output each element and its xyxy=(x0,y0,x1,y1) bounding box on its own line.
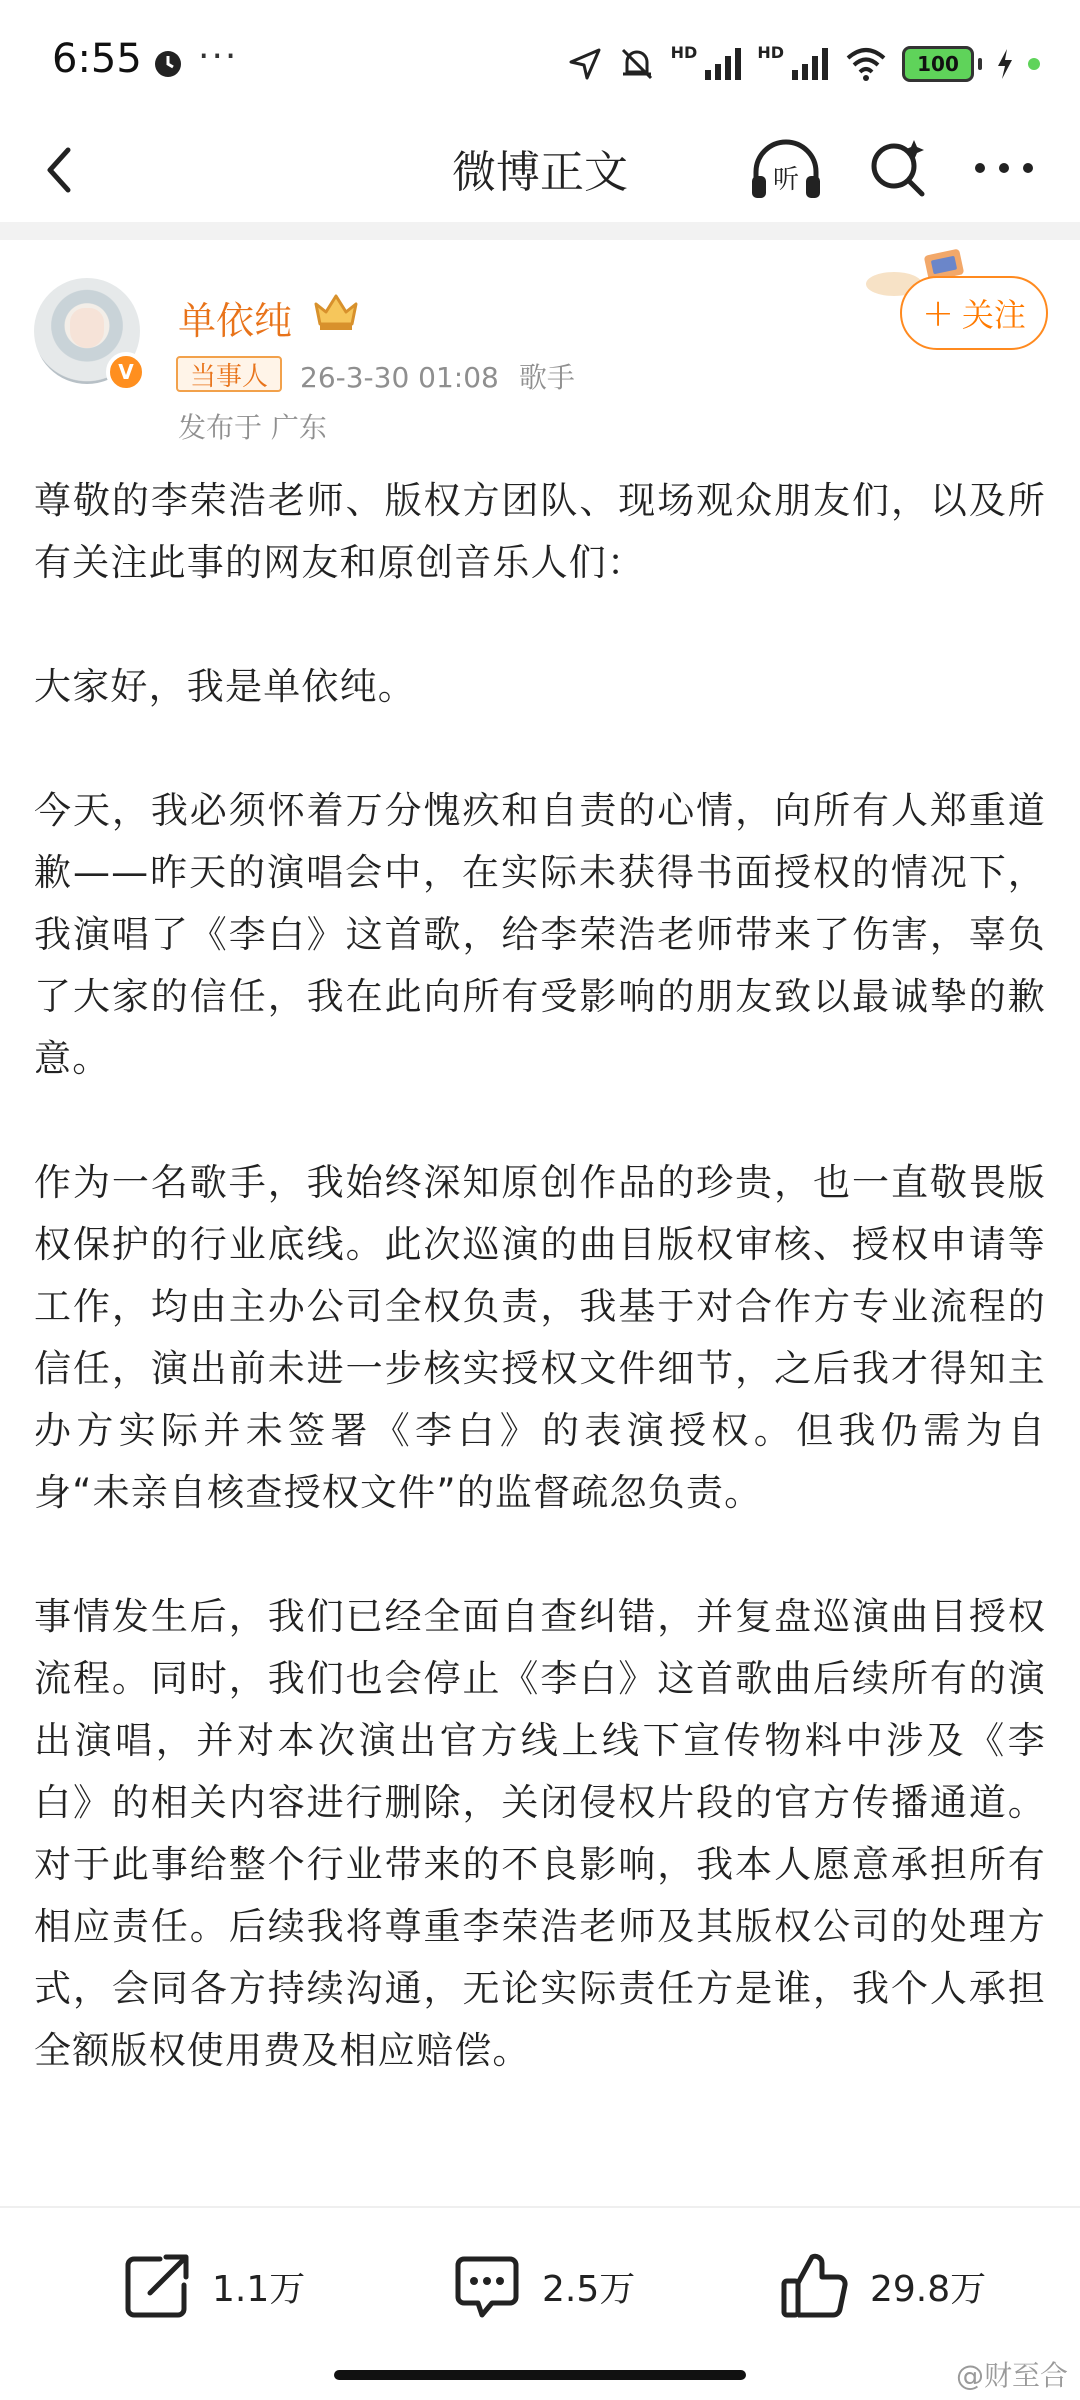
battery-level: 100 xyxy=(917,52,959,76)
comment-icon xyxy=(450,2249,524,2323)
avatar-face xyxy=(70,308,104,348)
post-meta xyxy=(300,356,575,396)
battery-tip xyxy=(978,58,982,70)
hd-label-1: HD xyxy=(670,42,698,62)
location-icon xyxy=(567,46,603,82)
post-paragraph: 尊敬的李荣浩老师、版权方团队、现场观众朋友们，以及所有关注此事的网友和原创音乐人们： xyxy=(34,479,1046,584)
author-role: 歌手 xyxy=(518,361,575,394)
signal-icon-2 xyxy=(790,46,830,82)
signal-icon-1 xyxy=(703,46,743,82)
header-divider xyxy=(0,222,1080,240)
mute-bell-icon xyxy=(617,44,657,84)
post-paragraph: 事情发生后，我们已经全面自查纠错，并复盘巡演曲目授权流程。同时，我们也会停止《李白》这首歌曲后续所有的演出演唱，并对本次演出官方线上线下宣传物料中涉及《李白》的相关内容进行删除，关闭侵权片段的官方传播通道。对于此事给整个行业带来的不良影响，我本人愿意承担所有相应责任。后续我将尊重李荣浩老师及其版权公司的处理方式，会同各方持续沟通，无论实际责任方是谁，我个人承担全额版权使用费及相应赔偿。 xyxy=(34,1595,1046,2072)
status-icons xyxy=(567,40,1040,88)
listen-icon[interactable] xyxy=(748,136,824,204)
like-button[interactable] xyxy=(778,2248,986,2324)
follow-label: 关注 xyxy=(961,296,1026,334)
crown-icon xyxy=(310,290,362,334)
post-body xyxy=(34,470,1046,2144)
post-paragraph: 今天，我必须怀着万分愧疚和自责的心情，向所有人郑重道歉——昨天的演唱会中，在实际未获得书面授权的情况下，我演唱了《李白》这首歌，给李荣浩老师带来了伤害，辜负了大家的信任，我在此向所有受影响的朋友致以最诚挚的歉意。 xyxy=(34,789,1046,1080)
wifi-icon xyxy=(844,46,888,82)
follow-plus-icon: + xyxy=(922,291,954,335)
share-count: 1.1万 xyxy=(212,2268,306,2310)
comment-button[interactable] xyxy=(450,2248,635,2324)
hd-label-2: HD xyxy=(757,42,784,62)
party-tag-badge: 当事人 xyxy=(176,356,282,392)
charging-dot xyxy=(1028,58,1040,70)
status-more-dots: ··· xyxy=(198,36,239,77)
watermark: @财至合 xyxy=(955,2359,1068,2392)
follow-button[interactable] xyxy=(900,276,1048,350)
post-time: 26-3-30 01:08 xyxy=(300,361,499,394)
share-button[interactable] xyxy=(120,2248,305,2324)
status-time: 6:55 xyxy=(52,36,142,82)
like-count: 29.8万 xyxy=(870,2268,987,2310)
verified-badge xyxy=(106,352,146,392)
post-paragraph: 作为一名歌手，我始终深知原创作品的珍贵，也一直敬畏版权保护的行业底线。此次巡演的曲目版权审核、授权申请等工作，均由主办公司全权负责，我基于对合作方专业流程的信任，演出前未进一步核实授权文件细节，之后我才得知主办方实际并未签署《李白》的表演授权。但我仍需为自身“未亲自核查授权文件”的监督疏忽负责。 xyxy=(34,1161,1046,1514)
nav-bar xyxy=(0,120,1080,220)
verified-mark: V xyxy=(118,360,134,384)
comment-count: 2.5万 xyxy=(542,2268,636,2310)
author-name[interactable]: 单依纯 xyxy=(178,299,293,343)
more-options-icon[interactable] xyxy=(972,156,1036,180)
thumbs-up-icon xyxy=(778,2249,852,2323)
post-location: 发布于 广东 xyxy=(178,411,327,444)
svg-text:听: 听 xyxy=(772,165,800,195)
clock-icon xyxy=(152,48,184,80)
page-title: 微博正文 xyxy=(452,147,628,198)
home-indicator[interactable] xyxy=(334,2370,746,2380)
search-icon[interactable] xyxy=(866,136,930,200)
charging-bolt-icon xyxy=(996,49,1014,79)
status-bar xyxy=(0,0,1080,120)
battery-icon xyxy=(902,46,974,82)
share-icon xyxy=(120,2249,194,2323)
post-paragraph: 大家好，我是单依纯。 xyxy=(34,665,416,708)
